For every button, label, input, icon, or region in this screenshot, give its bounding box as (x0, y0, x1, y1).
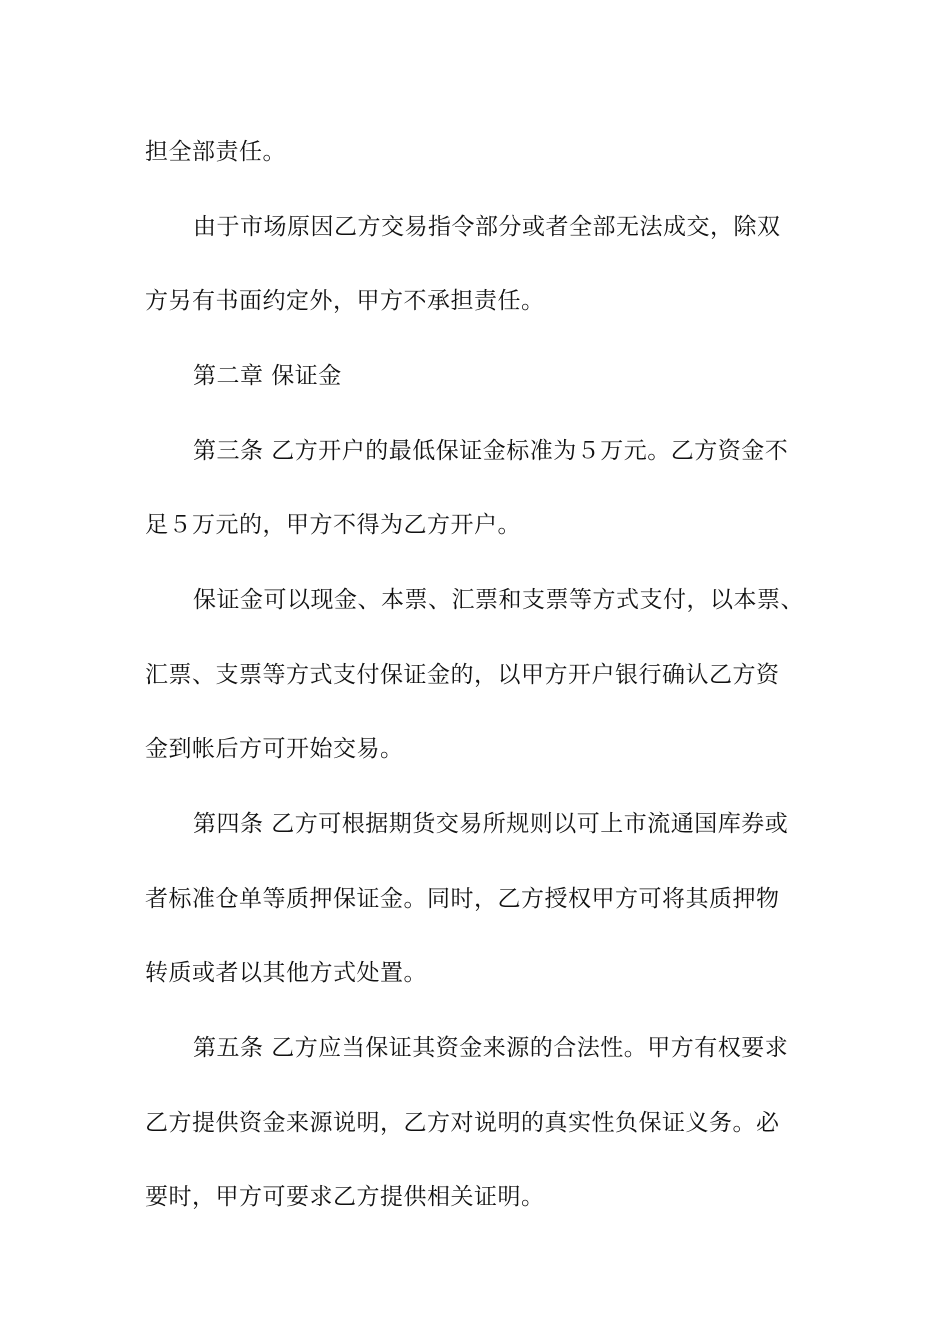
text-line: 足５万元的，甲方不得为乙方开户。 (145, 512, 521, 538)
chapter-heading: 第二章 保证金 (193, 363, 342, 389)
text-line: 方另有书面约定外，甲方不承担责任。 (145, 288, 545, 314)
text-line: 金到帐后方可开始交易。 (145, 736, 404, 762)
text-line: 担全部责任。 (145, 139, 286, 165)
text-line: 要时，甲方可要求乙方提供相关证明。 (145, 1184, 545, 1210)
paragraph-start-line: 保证金可以现金、本票、汇票和支票等方式支付，以本票、 (193, 587, 804, 613)
text-line: 者标准仓单等质押保证金。同时，乙方授权甲方可将其质押物 (145, 886, 780, 912)
text-line: 乙方提供资金来源说明，乙方对说明的真实性负保证义务。必 (145, 1110, 780, 1136)
text-line: 汇票、支票等方式支付保证金的，以甲方开户银行确认乙方资 (145, 662, 780, 688)
article-3-line: 第三条 乙方开户的最低保证金标准为５万元。乙方资金不 (193, 438, 789, 464)
article-5-line: 第五条 乙方应当保证其资金来源的合法性。甲方有权要求 (193, 1035, 789, 1061)
text-line: 转质或者以其他方式处置。 (145, 960, 427, 986)
article-4-line: 第四条 乙方可根据期货交易所规则以可上市流通国库券或 (193, 811, 789, 837)
paragraph-start-line: 由于市场原因乙方交易指令部分或者全部无法成交，除双 (193, 214, 781, 240)
